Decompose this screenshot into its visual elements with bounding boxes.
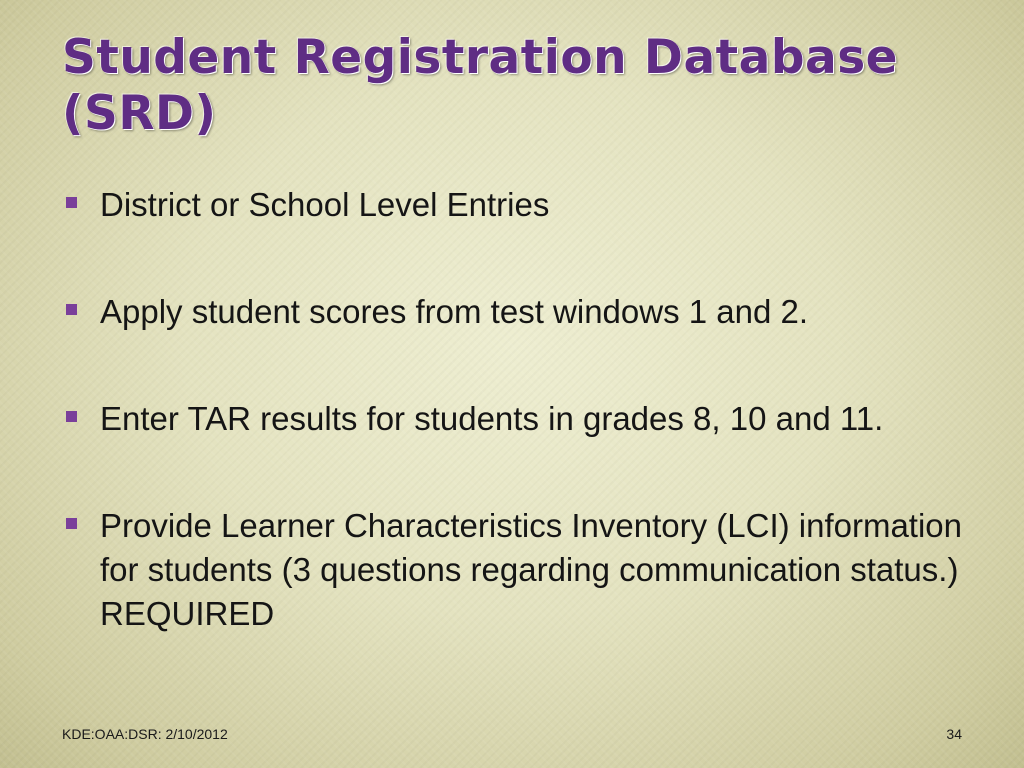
footer-date: KDE:OAA:DSR: 2/10/2012: [62, 726, 228, 742]
slide-title-line-2: (SRD): [62, 86, 217, 141]
bullet-list: [62, 183, 982, 636]
bullet-item: [62, 397, 982, 441]
bullet-text: District or School Level Entries: [100, 186, 550, 223]
square-bullet-icon: [66, 304, 77, 315]
square-bullet-icon: [66, 411, 77, 422]
bullet-item: [62, 290, 982, 334]
bullet-item: [62, 183, 982, 227]
bullet-item: [62, 504, 982, 636]
bullet-text: Enter TAR results for students in grades 8, 10 and 11.: [100, 400, 884, 437]
square-bullet-icon: [66, 518, 77, 529]
bullet-text: Apply student scores from test windows 1 and 2.: [100, 293, 809, 330]
bullet-text: Provide Learner Characteristics Inventory (LCI) information for students (3 questions regarding communication status.) REQUIRED: [100, 507, 963, 632]
square-bullet-icon: [66, 197, 77, 208]
slide-title: [62, 30, 962, 142]
page-number: 34: [946, 726, 962, 742]
slide-title-line-1: Student Registration Database: [62, 30, 899, 85]
